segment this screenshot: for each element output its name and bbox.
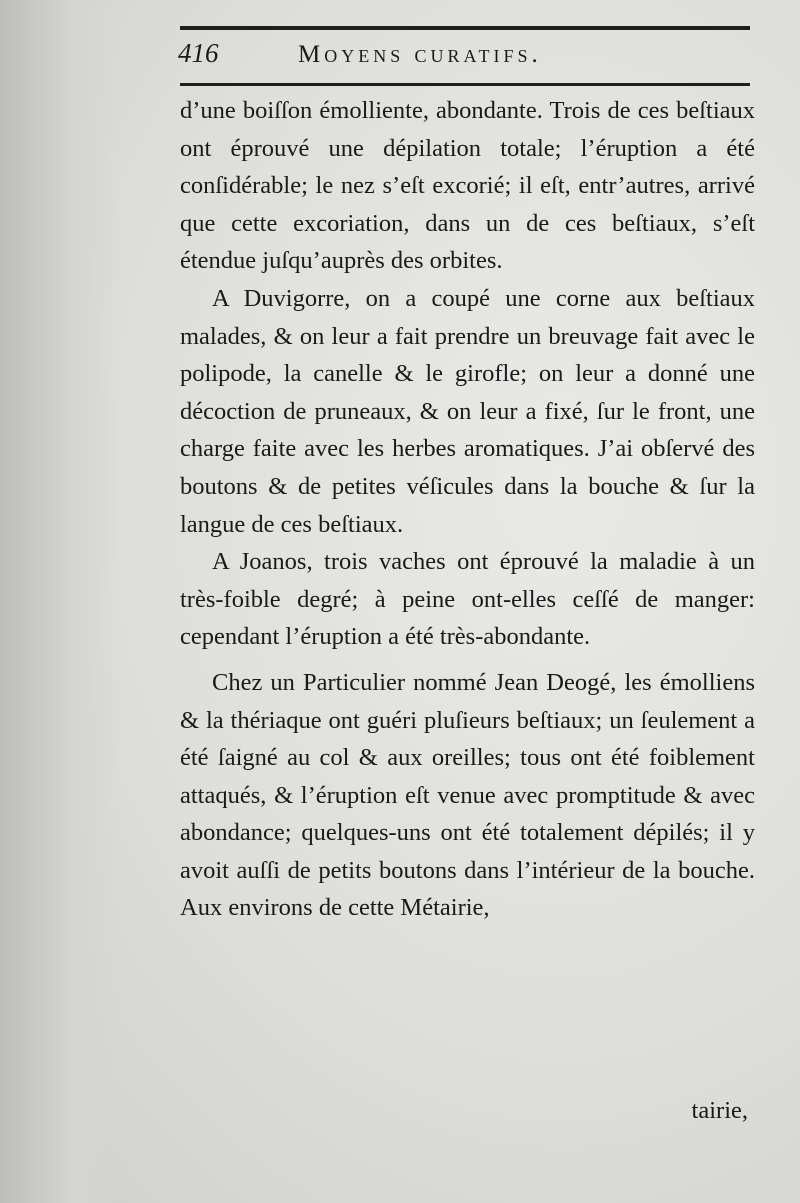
page-gutter-shadow <box>0 0 120 1203</box>
header-rule-bottom <box>180 83 750 86</box>
running-title: Moyens curatifs. <box>298 41 542 68</box>
paragraph-4: Chez un Particulier nommé Jean Deogé, les émolliens & la thériaque ont guéri pluſieurs beſtiaux; un ſeulement a été ſaigné au col & aux oreilles; tous ont été foiblement attaqués, & l’éruption eſt venue avec promptitude & avec abondance; quelques-uns ont été totalement dépilés; il y avoit auſſi de petits boutons dans l’intérieur de la bouche. Aux environs de cette Métairie, <box>180 668 755 922</box>
page-number: 416 <box>178 38 219 68</box>
paragraph-3: A Joanos, trois vaches ont éprouvé la maladie à un très-foible degré; à peine ont-elles ceſſé de manger: cependant l’éruption a été très-abondante. <box>180 548 755 651</box>
body-text <box>180 92 755 927</box>
running-head <box>178 38 738 78</box>
catchword: tairie, <box>691 1097 748 1124</box>
paragraph-1: d’une boiſſon émolliente, abondante. Trois de ces beſtiaux ont éprouvé une dépilation totale; l’éruption a été conſidérable; le nez s’eſt excorié; il eſt, entr’autres, arrivé que cette excoriation, dans un de ces beſtiaux, s’eſt étendue juſqu’auprès des orbites. <box>180 97 755 275</box>
paragraph-2: A Duvigorre, on a coupé une corne aux beſtiaux malades, & on leur a fait prendre un breuvage fait avec le polipode, la canelle & le girofle; on leur a donné une décoction de pruneaux, & on leur a fixé, ſur le front, une charge faite avec les herbes aromatiques. J’ai obſervé des boutons & de petites véſicules dans la bouche & ſur la langue de ces beſtiaux. <box>180 284 755 538</box>
header-rule-top <box>180 26 750 30</box>
